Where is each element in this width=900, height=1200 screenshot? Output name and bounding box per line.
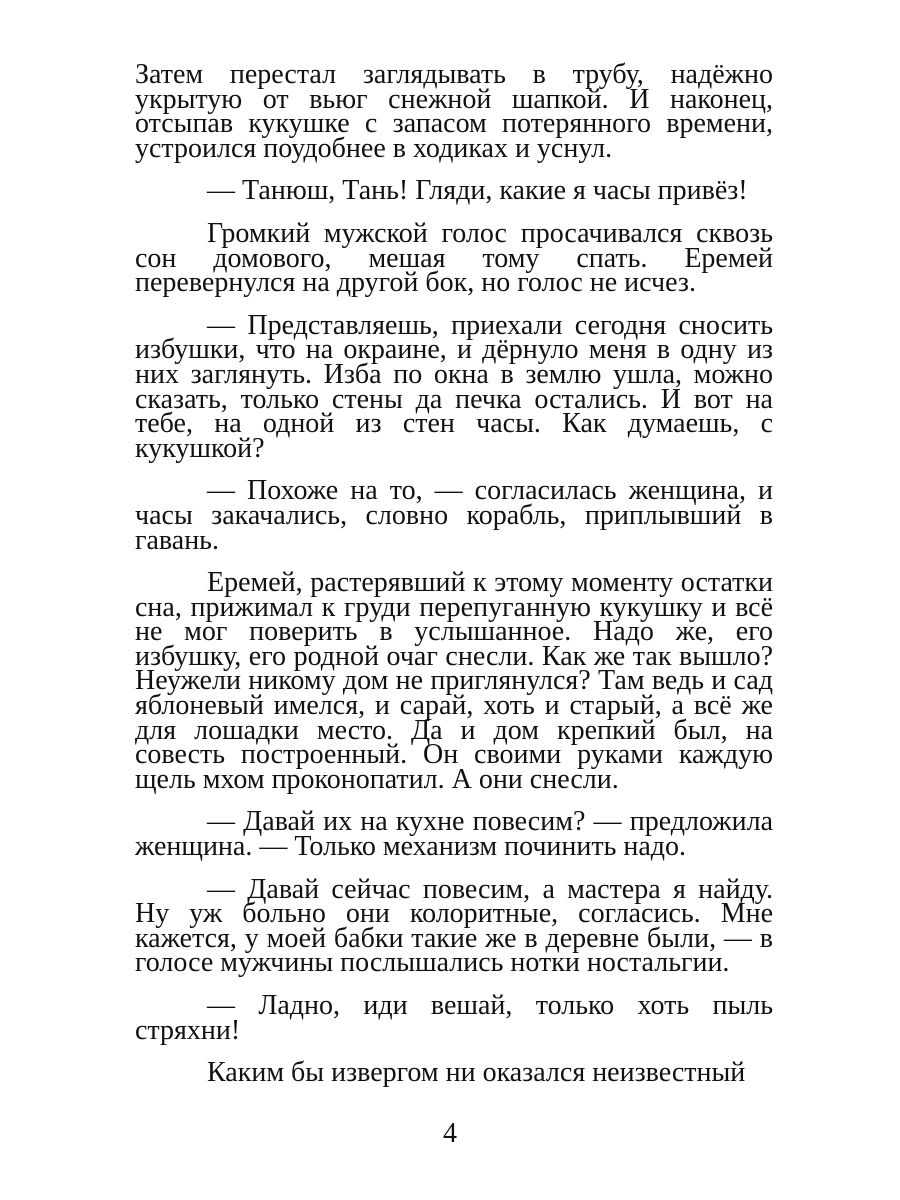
- page-number: 4: [443, 1118, 457, 1149]
- paragraph-10: Каким бы извергом ни оказался неизвестный: [207, 1057, 746, 1089]
- paragraph-2: — Танюш, Тань! Гляди, какие я часы привёз!: [207, 175, 748, 207]
- paragraph-6: Еремей, растерявший к этому моменту остатки сна, прижимал к груди перепуганную кукушку и всё не мог поверить в услышанное. Надо же, его избушку, его родной очаг снесли. Как же так вышло? Неужели никому дом не приглянулся? Там ведь и сад яблоневый имелся, и сарай, хоть и старый, а всё же для лошадки место. Да и дом крепкий был, на совесть построенный. Он своими руками каждую щель мхом проконопатил. А они снесли.: [135, 567, 773, 795]
- paragraph-7: — Давай их на кухне повесим? — предложила женщина. — Только механизм починить надо.: [135, 806, 773, 863]
- text-column: [135, 59, 773, 1104]
- paragraph-1: Затем перестал заглядывать в трубу, надёжно укрытую от вьюг снежной шапкой. И наконец, отсыпав кукушке с запасом потерянного времени, устроился поудобнее в ходиках и уснул.: [135, 59, 773, 164]
- paragraph-3: Громкий мужской голос просачивался сквозь сон домового, мешая тому спать. Еремей перевернулся на другой бок, но голос не исчез.: [135, 217, 773, 299]
- paragraph-5: — Похоже на то, — согласилась женщина, и часы закачались, словно корабль, приплывший в гавань.: [135, 475, 773, 556]
- paragraph-9: — Ладно, иди вешай, только хоть пыль стряхни!: [135, 990, 773, 1046]
- paragraph-8: — Давай сейчас повесим, а мастера я найду. Ну уж больно они колоритные, согласись. Мне кажется, у моей бабки такие же в деревне были, — в голосе мужчины послышались нотки ностальгии.: [135, 873, 773, 979]
- paragraph-4: — Представляешь, приехали сегодня сносить избушки, что на окраине, и дёрнуло меня в одну из них заглянуть. Изба по окна в землю ушла, можно сказать, только стены да печка остались. И вот на тебе, на одной из стен часы. Как думаешь, с кукушкой?: [135, 309, 773, 464]
